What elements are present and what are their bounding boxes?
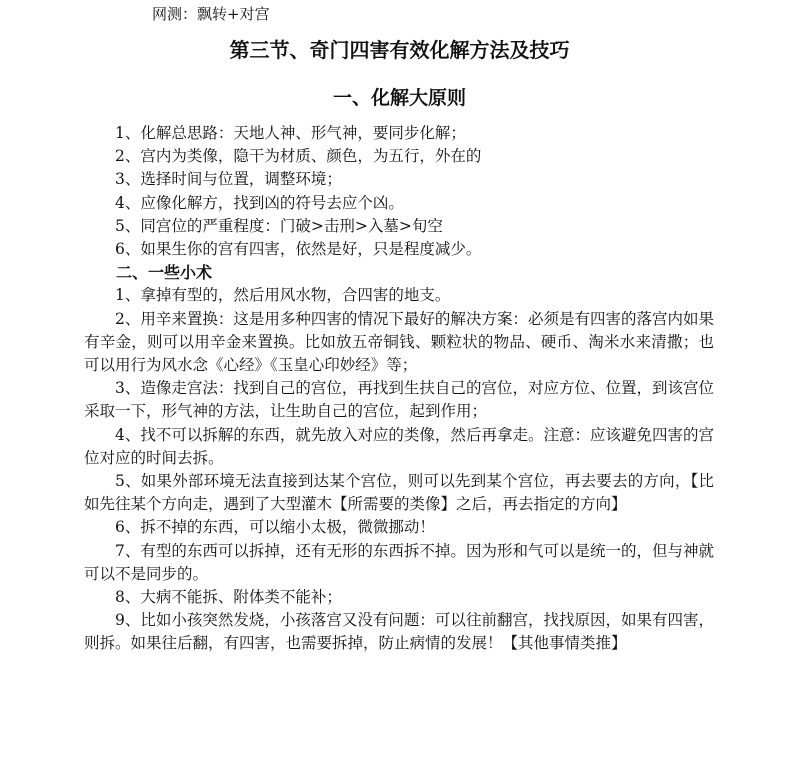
tricks-heading: 二、一些小术 [116, 263, 213, 283]
trick-item: 2、用辛来置换：这是用多种四害的情况下最好的解决方案：必须是有四害的落宫内如果有辛金，则可以用辛金来置换。比如放五帝铜钱、颗粒状的物品、硬币、淘米水来清撒；也可以用行为风水念《心经》《玉皇心印妙经》等； [84, 309, 714, 375]
trick-item: 4、找不可以拆解的东西，就先放入对应的类像，然后再拿走。注意：应该避免四害的宫位对应的时间去拆。 [84, 425, 714, 467]
principle-item: 6、如果生你的宫有四害，依然是好，只是程度减少。 [115, 240, 482, 259]
trick-item: 3、造像走宫法：找到自己的宫位，再找到生扶自己的宫位，对应方位、位置，到该宫位采取一下，形气神的方法，让生助自己的宫位，起到作用； [84, 379, 714, 421]
subsection-title: 一、化解大原则 [332, 87, 466, 109]
principle-item: 1、化解总思路：天地人神、形气神，要同步化解； [115, 124, 466, 142]
trick-item: 9、比如小孩突然发烧，小孩落宫又没有问题：可以往前翻宫，找找原因，如果有四害，则拆。如果往后翻，有四害，也需要拆掉，防止病情的发展！【其他事情类推】 [84, 611, 714, 653]
header-note: 网测：飘转+对宫 [152, 5, 270, 23]
trick-item: 1、拿掉有型的，然后用风水物，合四害的地支。 [115, 286, 451, 305]
trick-item: 8、大病不能拆、附体类不能补； [115, 588, 342, 607]
document-body [84, 122, 714, 656]
trick-item: 7、有型的东西可以拆掉，还有无形的东西拆不掉。因为形和气可以是统一的，但与神就可以不是同步的。 [84, 541, 714, 583]
principle-item: 4、应像化解方，找到凶的符号去应个凶。 [115, 193, 404, 212]
principle-item: 2、宫内为类像，隐干为材质、颜色，为五行，外在的 [115, 147, 482, 166]
principle-item: 3、选择时间与位置，调整环境； [115, 170, 342, 189]
principle-item: 5、同宫位的严重程度：门破>击刑>入墓>旬空 [115, 216, 443, 235]
section-title: 第三节、奇门四害有效化解方法及技巧 [229, 38, 570, 62]
trick-item: 6、拆不掉的东西，可以缩小太极，微微挪动！ [115, 518, 435, 537]
trick-item: 5、如果外部环境无法直接到达某个宫位，则可以先到某个宫位，再去要去的方向，【比如先往某个方向走，遇到了大型灌木【所需要的类像】之后，再去指定的方向】 [84, 472, 714, 514]
